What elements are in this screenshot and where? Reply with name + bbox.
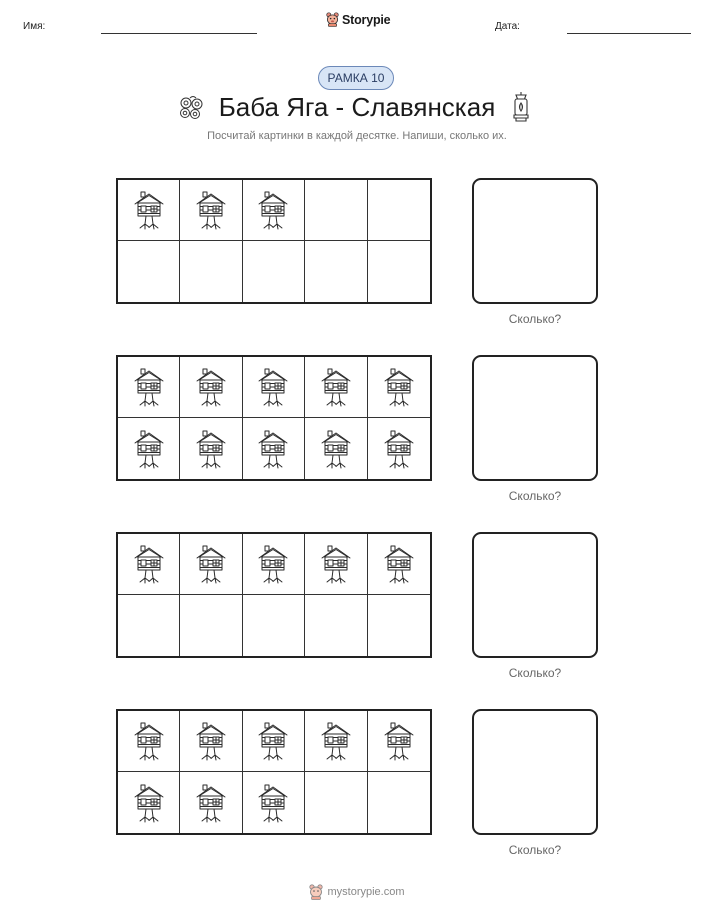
- ten-frame-cell: [243, 180, 305, 241]
- ten-frame-cell: [243, 772, 305, 833]
- ten-frame-cell: [118, 418, 180, 479]
- ten-frame-cell: [368, 180, 430, 241]
- ten-frame-2: [116, 355, 432, 481]
- ten-frame-cell: [368, 241, 430, 302]
- ten-frame-cell: [368, 418, 430, 479]
- answer-label-2: Сколько?: [508, 489, 562, 503]
- hut-on-chicken-legs-icon: [256, 783, 290, 823]
- ten-frame-cell: [305, 711, 367, 772]
- hut-on-chicken-legs-icon: [382, 721, 416, 761]
- frame-badge: РАМКА 10: [318, 66, 394, 90]
- hut-on-chicken-legs-icon: [194, 783, 228, 823]
- hut-on-chicken-legs-icon: [319, 544, 353, 584]
- hut-on-chicken-legs-icon: [256, 367, 290, 407]
- ten-frame-cell: [118, 711, 180, 772]
- ten-frame-cell: [305, 357, 367, 418]
- ten-frame-cell: [305, 595, 367, 656]
- hut-on-chicken-legs-icon: [194, 544, 228, 584]
- hut-on-chicken-legs-icon: [194, 367, 228, 407]
- answer-label-1: Сколько?: [508, 312, 562, 326]
- ten-frame-cell: [118, 772, 180, 833]
- hut-on-chicken-legs-icon: [382, 544, 416, 584]
- ten-frame-cell: [305, 772, 367, 833]
- ten-frame-cell: [243, 241, 305, 302]
- answer-box-4[interactable]: [472, 709, 598, 835]
- ten-frame-3: [116, 532, 432, 658]
- ten-frame-cell: [180, 180, 242, 241]
- ten-frame-4: [116, 709, 432, 835]
- answer-label-4: Сколько?: [508, 843, 562, 857]
- ten-frame-cell: [118, 241, 180, 302]
- instructions: Посчитай картинки в каждой десятке. Напиши, сколько их.: [207, 130, 507, 142]
- hut-on-chicken-legs-icon: [132, 367, 166, 407]
- ten-frame-cell: [180, 534, 242, 595]
- ten-frame-cell: [368, 534, 430, 595]
- hut-on-chicken-legs-icon: [194, 190, 228, 230]
- ten-frame-cell: [305, 418, 367, 479]
- name-label: Имя:: [23, 21, 46, 32]
- ten-frame-cell: [243, 357, 305, 418]
- storypie-logo: [326, 12, 390, 27]
- ten-frame-cell: [368, 711, 430, 772]
- date-line[interactable]: [567, 33, 691, 34]
- ten-frame-cell: [243, 595, 305, 656]
- ten-frame-1: [116, 178, 432, 304]
- ten-frame-cell: [180, 772, 242, 833]
- hut-on-chicken-legs-icon: [319, 721, 353, 761]
- ten-frame-cell: [305, 241, 367, 302]
- page-title: Баба Яга - Славянская: [218, 92, 496, 122]
- hut-on-chicken-legs-icon: [132, 544, 166, 584]
- footer: [0, 884, 714, 900]
- ten-frame-cell: [180, 357, 242, 418]
- name-line[interactable]: [101, 33, 257, 34]
- ten-frame-cell: [243, 711, 305, 772]
- answer-box-3[interactable]: [472, 532, 598, 658]
- hut-on-chicken-legs-icon: [256, 544, 290, 584]
- lantern-icon: [511, 91, 531, 123]
- footer-site: mystorypie.com: [327, 886, 405, 898]
- ten-frame-cell: [180, 595, 242, 656]
- hut-on-chicken-legs-icon: [319, 367, 353, 407]
- hut-on-chicken-legs-icon: [132, 783, 166, 823]
- hut-on-chicken-legs-icon: [132, 721, 166, 761]
- hut-on-chicken-legs-icon: [382, 429, 416, 469]
- ten-frame-cell: [118, 357, 180, 418]
- ten-frame-cell: [180, 711, 242, 772]
- hut-on-chicken-legs-icon: [194, 721, 228, 761]
- hut-on-chicken-legs-icon: [132, 429, 166, 469]
- ten-frame-cell: [243, 418, 305, 479]
- storypie-mascot-icon: [309, 884, 323, 900]
- hut-on-chicken-legs-icon: [319, 429, 353, 469]
- ten-frame-cell: [368, 772, 430, 833]
- answer-box-1[interactable]: [472, 178, 598, 304]
- ten-frame-cell: [180, 241, 242, 302]
- ten-frame-cell: [368, 357, 430, 418]
- date-label: Дата:: [495, 21, 520, 32]
- hut-on-chicken-legs-icon: [382, 367, 416, 407]
- ten-frame-cell: [118, 534, 180, 595]
- ten-frame-cell: [368, 595, 430, 656]
- ten-frame-cell: [243, 534, 305, 595]
- ten-frame-cell: [305, 534, 367, 595]
- hut-on-chicken-legs-icon: [256, 190, 290, 230]
- ten-frame-cell: [118, 595, 180, 656]
- hut-on-chicken-legs-icon: [194, 429, 228, 469]
- answer-label-3: Сколько?: [508, 666, 562, 680]
- ten-frame-cell: [305, 180, 367, 241]
- hut-on-chicken-legs-icon: [256, 721, 290, 761]
- storypie-mascot-icon: [326, 12, 339, 27]
- ten-frame-cell: [180, 418, 242, 479]
- ten-frame-cell: [118, 180, 180, 241]
- answer-box-2[interactable]: [472, 355, 598, 481]
- logo-text: Storypie: [342, 12, 391, 27]
- hut-on-chicken-legs-icon: [256, 429, 290, 469]
- hut-on-chicken-legs-icon: [132, 190, 166, 230]
